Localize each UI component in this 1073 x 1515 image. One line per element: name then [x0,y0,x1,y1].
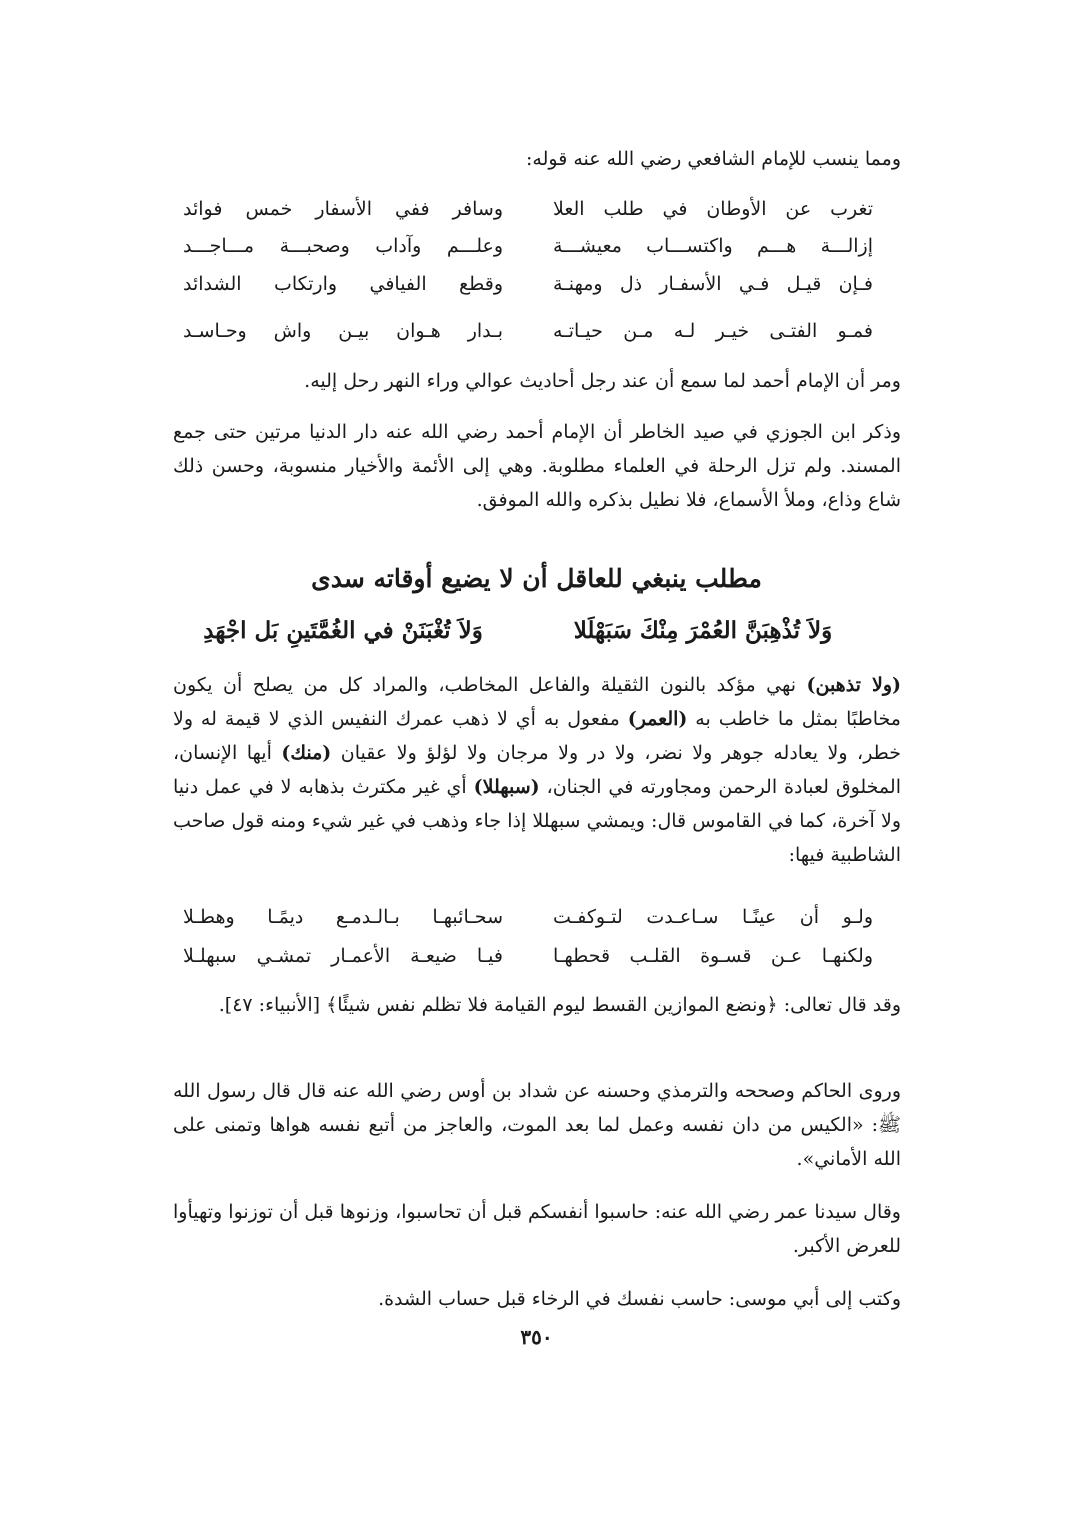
poem2-verse [183,900,873,934]
hadith-paragraph: وروى الحاكم وصححه والترمذي وحسنه عن شداد بن أوس رضي الله عنه قال قال رسول الله ﷺ: «الكيس من دان نفسه وعمل لما بعد الموت، والعاجز من أتبع نفسه هواها وتمنى على الله الأماني». [173,1080,901,1170]
commentary-text: نهي مؤكد بالنون الثقيلة والفاعل المخاطب، والمراد كل من يصلح أن يكون مخاطبًا بمثل ما خاطب به [173,674,901,730]
page-number: ٣٥٠ [520,1325,553,1349]
abu-musa-paragraph: وكتب إلى أبي موسى: حاسب نفسك في الرخاء قبل حساب الشدة. [378,1288,901,1310]
verse-first-hemistich: إزالـــة هـــم واكتســـاب معيشـــة [553,235,873,257]
paragraph-ahmad: ومر أن الإمام أحمد لما سمع أن عند رجل أحاديث عوالي وراء النهر رحل إليه. [304,370,901,392]
verse-first-hemistich: فمـو الفتـى خيـر لـه مـن حيـاتـه [553,320,873,342]
commentary-text: أي غير مكترث بذهابه لا في عمل دنيا ولا آخرة، كما في القاموس قال: ويمشي سبهللا إذا جاء وذهب في غير شيء ومنه قول صاحب الشاطبية فيها: [173,776,901,866]
verse-first-hemistich: وَلاَ تُذْهِبَنَّ العُمْرَ مِنْكَ سَبَهْلَلا [573,617,833,644]
verse-second-hemistich: بـدار هـوان بيـن واش وحـاسـد [183,320,503,342]
poem1-verse [183,314,873,348]
verse-second-hemistich: سحـائبهـا بـالـدمـع ديمًـا وهطـلا [183,906,503,928]
poem1-verse [183,229,873,263]
poem1-verse [183,192,873,226]
verse-first-hemistich: ولكنهـا عـن قسـوة القلـب قحطهـا [553,945,873,967]
quran-paragraph: وقد قال تعالى: ﴿ونضع الموازين القسط ليوم القيامة فلا تظلم نفس شيئًا﴾ [الأنبياء: ٤٧]. [218,994,901,1016]
glossed-term: (منك) [281,742,332,764]
glossed-term: (العمر) [627,708,688,730]
verse-first-hemistich: ولـو أن عينًـا سـاعـدت لتـوكفـت [553,906,873,928]
glossed-term: (سبهللا) [473,776,540,798]
verse-second-hemistich: وَلاَ تُغْبَنَنْ في الغُمَّتَينِ بَل اجْهَدِ [203,617,483,644]
commentary-text: أيها الإنسان، المخلوق لعبادة الرحمن ومجاورته في الجنان، [173,742,901,798]
verse-second-hemistich: وعلـــم وآداب وصحبـــة مـــاجـــد [183,235,503,257]
poem2-verse [183,939,873,973]
verse-second-hemistich: فيـا ضيعـة الأعمـار تمشـي سبهلـلا [183,945,503,967]
commentary-paragraph [173,668,901,872]
commentary-text: مفعول به أي لا ذهب عمرك النفيس الذي لا قيمة له ولا خطر، ولا يعادله جوهر ولا نضر، ولا در ولا مرجان ولا لؤلؤ ولا عقيان [173,708,902,764]
umar-paragraph: وقال سيدنا عمر رضي الله عنه: حاسبوا أنفسكم قبل أن تحاسبوا، وزنوها قبل أن توزنوا وتهيأوا للعرض الأكبر. [173,1201,901,1257]
main-verse [173,610,873,652]
verse-first-hemistich: فـإن قيـل فـي الأسفـار ذل ومهنـة [553,273,873,295]
intro-line: ومما ينسب للإمام الشافعي رضي الله عنه قوله: [526,148,901,170]
glossed-term: (ولا تذهبن) [806,674,901,696]
paragraph-ibn-jawzi: وذكر ابن الجوزي في صيد الخاطر أن الإمام أحمد رضي الله عنه دار الدنيا مرتين حتى جمع المسند. ولم تزل الرحلة في العلماء مطلوبة. وهي إلى الأئمة والأخيار منسوبة، وحسن ذلك شاع وذاع، وملأ الأسماع، فلا نطيل بذكره والله الموفق. [173,421,901,511]
poem1-verse [183,267,873,301]
verse-second-hemistich: وسافر ففي الأسفار خمس فوائد [183,198,503,220]
verse-first-hemistich: تغرب عن الأوطان في طلب العلا [553,198,873,220]
verse-second-hemistich: وقطع الفيافي وارتكاب الشدائد [183,273,503,295]
section-heading: مطلب ينبغي للعاقل أن لا يضيع أوقاته سدى [311,564,762,593]
